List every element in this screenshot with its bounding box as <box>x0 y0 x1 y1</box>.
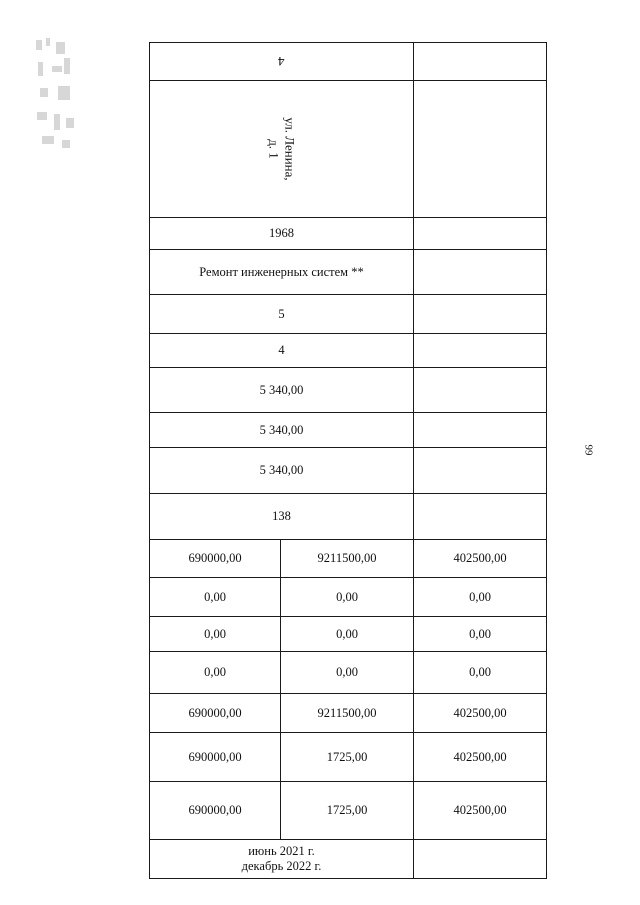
page-number: 99 <box>582 444 595 456</box>
cost-cell: 402500,00 <box>414 782 547 840</box>
address-text <box>266 117 298 180</box>
table-row-cost-3 <box>150 617 547 652</box>
entrances-cell: 4 <box>150 334 414 368</box>
table-row-residents <box>150 494 547 540</box>
cost-cell: 0,00 <box>414 578 547 617</box>
floors-cell: 5 <box>150 295 414 334</box>
cost-cell: 402500,00 <box>414 540 547 578</box>
column-number-cell <box>150 43 414 81</box>
cost-cell: 9211500,00 <box>281 540 414 578</box>
table-row-cost-4 <box>150 652 547 694</box>
period-start: июнь 2021 г. <box>248 844 315 858</box>
table-row-cost-7 <box>150 782 547 840</box>
cost-cell: 402500,00 <box>414 694 547 733</box>
cost-cell: 690000,00 <box>150 694 281 733</box>
cost-cell: 0,00 <box>281 617 414 652</box>
empty-cell <box>414 295 547 334</box>
cost-cell: 690000,00 <box>150 782 281 840</box>
repair-program-table <box>149 42 547 879</box>
cost-cell: 9211500,00 <box>281 694 414 733</box>
table-row-entrances <box>150 334 547 368</box>
table-row-column-number <box>150 43 547 81</box>
cost-cell: 0,00 <box>150 578 281 617</box>
empty-cell <box>414 250 547 295</box>
cost-cell: 0,00 <box>281 652 414 694</box>
table-row-work-type <box>150 250 547 295</box>
empty-cell <box>414 494 547 540</box>
work-type-cell: Ремонт инженерных систем ** <box>150 250 414 295</box>
table-row-period <box>150 840 547 879</box>
year-cell: 1968 <box>150 218 414 250</box>
table-row-cost-5 <box>150 694 547 733</box>
cost-cell: 1725,00 <box>281 733 414 782</box>
cost-cell: 1725,00 <box>281 782 414 840</box>
cost-cell: 690000,00 <box>150 733 281 782</box>
empty-cell <box>414 840 547 879</box>
column-number: 4 <box>278 53 285 69</box>
address-cell <box>150 81 414 218</box>
empty-cell <box>414 413 547 448</box>
table-row-area-residential <box>150 448 547 494</box>
residents-cell: 138 <box>150 494 414 540</box>
cost-cell: 0,00 <box>414 652 547 694</box>
empty-cell <box>414 43 547 81</box>
table-row-floors <box>150 295 547 334</box>
cost-cell: 0,00 <box>150 652 281 694</box>
address-house: д. 1 <box>266 139 282 159</box>
table-row-cost-6 <box>150 733 547 782</box>
table-row-address <box>150 81 547 218</box>
empty-cell <box>414 448 547 494</box>
empty-cell <box>414 81 547 218</box>
area-residential-cell: 5 340,00 <box>150 448 414 494</box>
table-row-year <box>150 218 547 250</box>
area-total-cell: 5 340,00 <box>150 368 414 413</box>
table-row-cost-1 <box>150 540 547 578</box>
cost-cell: 0,00 <box>150 617 281 652</box>
area-living-cell: 5 340,00 <box>150 413 414 448</box>
table-row-area-living <box>150 413 547 448</box>
empty-cell <box>414 334 547 368</box>
period-end: декабрь 2022 г. <box>241 859 322 873</box>
cost-cell: 402500,00 <box>414 733 547 782</box>
scan-stamp-mark <box>34 36 78 150</box>
address-street: ул. Ленина, <box>282 117 298 181</box>
period-cell <box>150 840 414 879</box>
table-row-area-total <box>150 368 547 413</box>
cost-cell: 0,00 <box>281 578 414 617</box>
cost-cell: 0,00 <box>414 617 547 652</box>
table-row-cost-2 <box>150 578 547 617</box>
empty-cell <box>414 368 547 413</box>
cost-cell: 690000,00 <box>150 540 281 578</box>
empty-cell <box>414 218 547 250</box>
